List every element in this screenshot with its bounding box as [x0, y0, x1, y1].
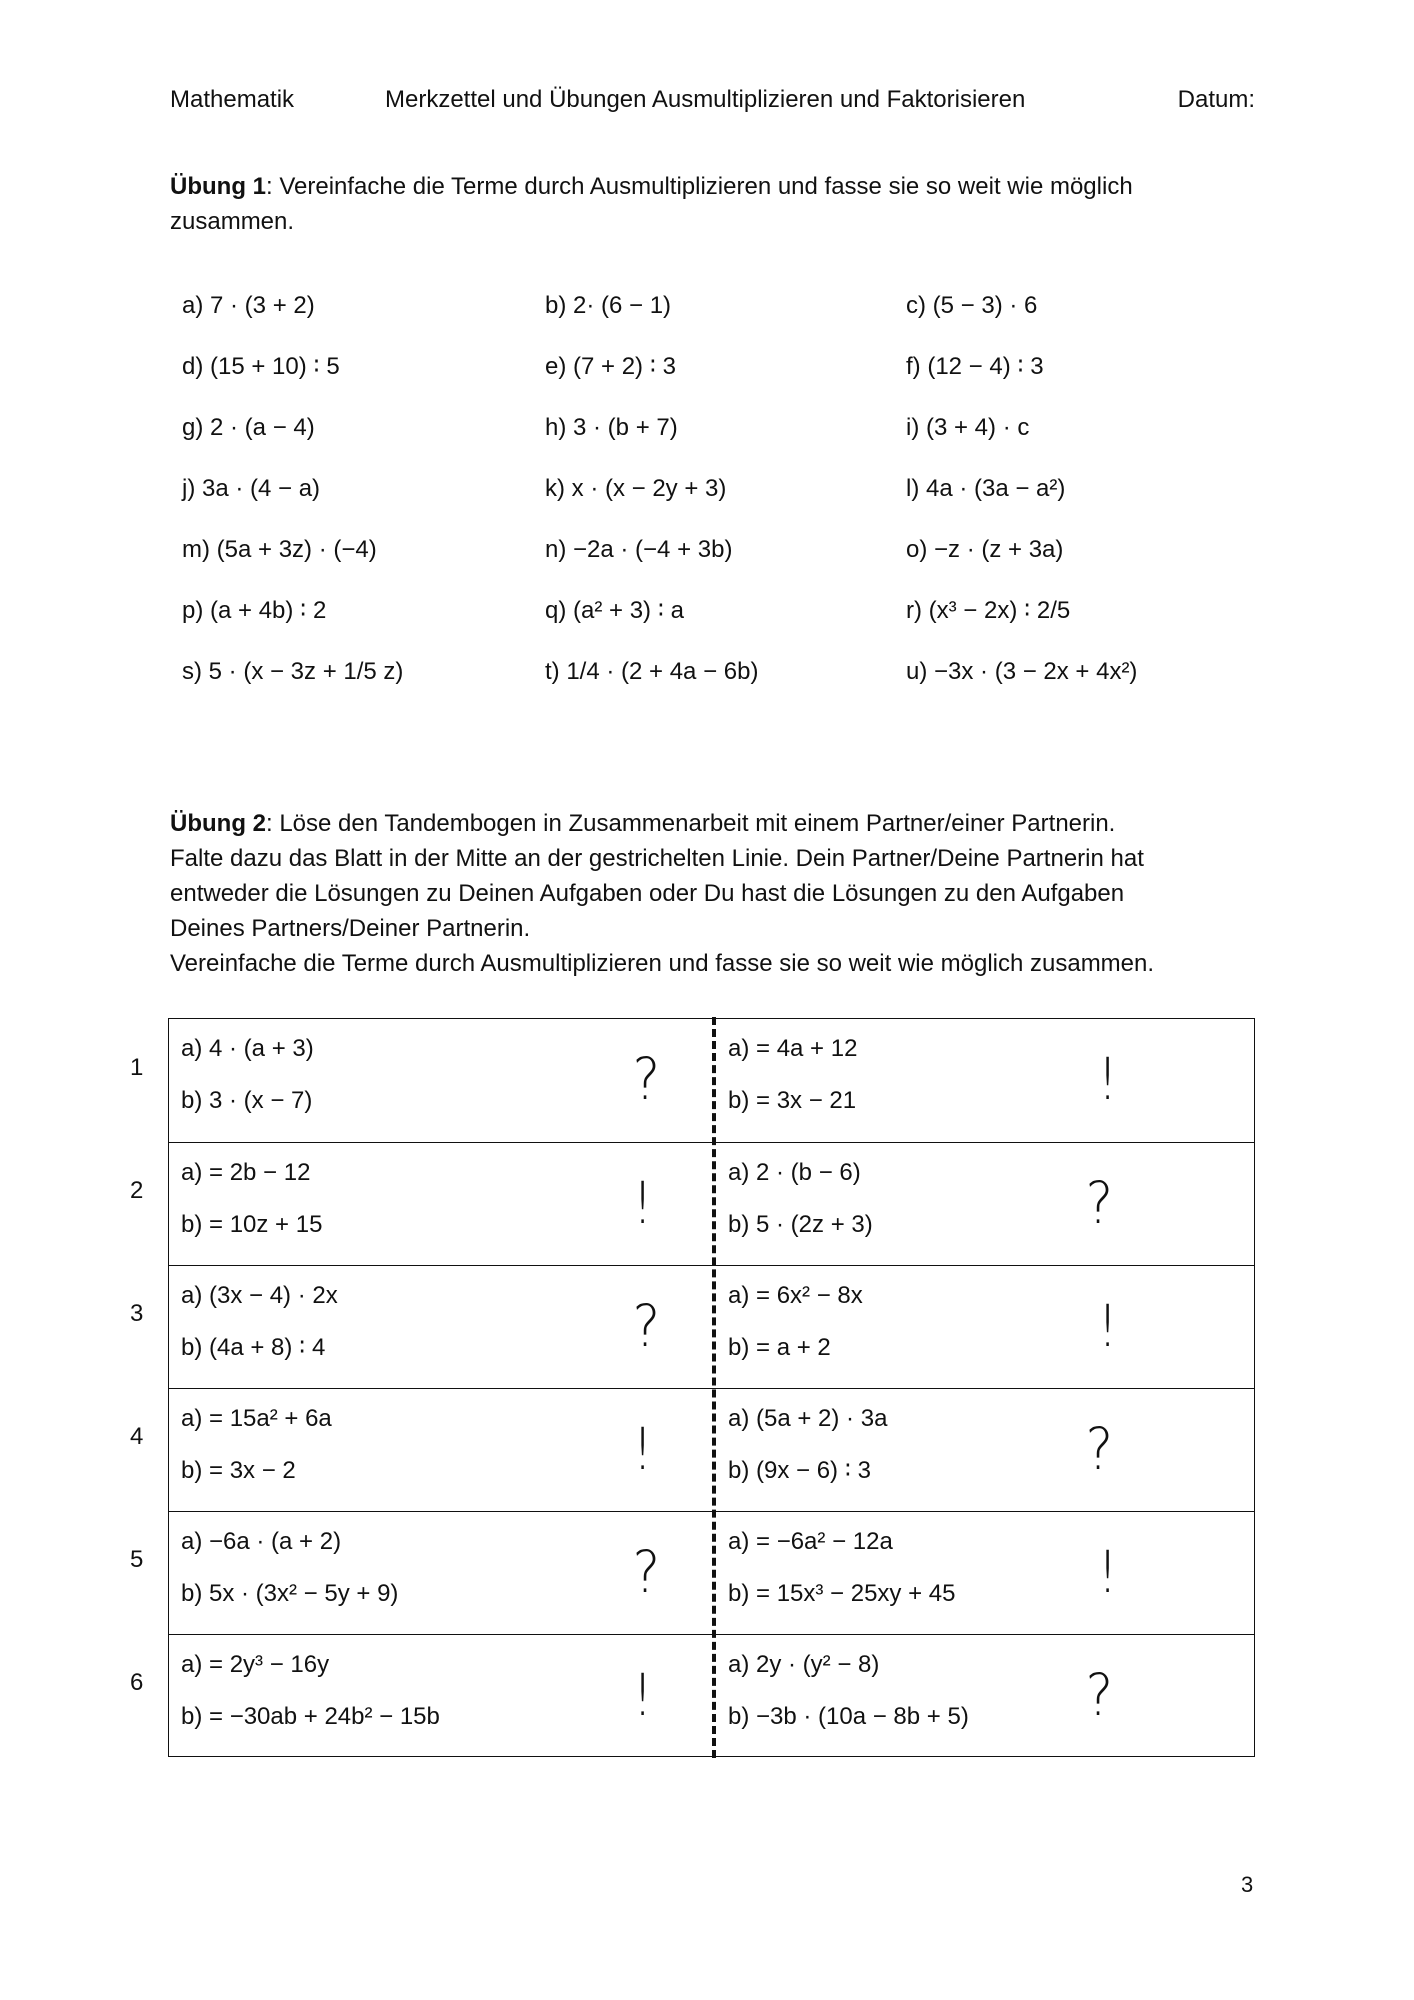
tandem-row [169, 1511, 1254, 1634]
tandem-row-number: 2 [130, 1177, 144, 1204]
tandem-task-a: a) = −6a² − 12a [728, 1528, 893, 1555]
exercise1-grid [182, 288, 1262, 715]
tandem-task-b: b) (4a + 8) ∶ 4 [181, 1334, 326, 1361]
subject-label: Mathematik [170, 86, 295, 113]
tandem-task-a: a) = 15a² + 6a [181, 1405, 332, 1432]
question-mark-icon: ? [1085, 1415, 1114, 1483]
tandem-row-number: 5 [130, 1546, 144, 1573]
tandem-task-b: b) = a + 2 [728, 1334, 831, 1361]
tandem-task-a: a) 2y · (y² − 8) [728, 1651, 880, 1678]
tandem-task-b: b) (9x − 6) ∶ 3 [728, 1457, 871, 1484]
page-number: 3 [1241, 1872, 1254, 1897]
exercise1-label: Übung 1 [170, 173, 266, 200]
exercise1-row [182, 349, 1262, 410]
tandem-task-a: a) (5a + 2) · 3a [728, 1405, 888, 1432]
exercise1-row [182, 288, 1262, 349]
exercise1-item: s) 5 · (x − 3z + 1/5 z) [182, 658, 404, 685]
tandem-row-number: 3 [130, 1300, 144, 1327]
tandem-cell-left [169, 1019, 712, 1142]
tandem-row [169, 1142, 1254, 1265]
exclamation-mark-icon: ! [1097, 1538, 1119, 1606]
question-mark-icon: ? [1085, 1169, 1114, 1237]
exclamation-mark-icon: ! [632, 1415, 654, 1483]
exercise2-line-3: Deines Partners/Deiner Partnerin. [170, 915, 531, 942]
tandem-task-a: a) = 2b − 12 [181, 1159, 311, 1186]
tandem-task-b: b) = 3x − 21 [728, 1087, 857, 1114]
tandem-cell-left [169, 1512, 712, 1635]
exercise1-item: p) (a + 4b) ∶ 2 [182, 597, 327, 624]
tandem-row [169, 1019, 1254, 1142]
exercise1-item: l) 4a · (3a − a²) [906, 475, 1066, 502]
exclamation-mark-icon: ! [1097, 1292, 1119, 1360]
exercise2-line-2: entweder die Lösungen zu Deinen Aufgaben oder Du hast die Lösungen zu den Aufgaben [170, 880, 1125, 907]
tandem-task-a: a) 2 · (b − 6) [728, 1159, 861, 1186]
exclamation-mark-icon: ! [632, 1661, 654, 1729]
tandem-cell-right [716, 1143, 1253, 1266]
exercise1-item: t) 1/4 · (2 + 4a − 6b) [545, 658, 759, 685]
exercise1-item: a) 7 · (3 + 2) [182, 292, 315, 319]
tandem-row-number: 1 [130, 1054, 144, 1081]
exercise2-line-4: Vereinfache die Terme durch Ausmultiplizieren und fasse sie so weit wie möglich zusammen. [170, 950, 1155, 977]
tandem-cell-left [169, 1635, 712, 1758]
tandem-task-b: b) 3 · (x − 7) [181, 1087, 313, 1114]
tandem-cell-left [169, 1389, 712, 1512]
tandem-task-b: b) 5x · (3x² − 5y + 9) [181, 1580, 399, 1607]
exercise1-item: f) (12 − 4) ∶ 3 [906, 353, 1044, 380]
tandem-task-a: a) = 6x² − 8x [728, 1282, 863, 1309]
exercise1-row [182, 410, 1262, 471]
exercise1-item: u) −3x · (3 − 2x + 4x²) [906, 658, 1138, 685]
exercise1-item: b) 2· (6 − 1) [545, 292, 672, 319]
exercise1-row [182, 532, 1262, 593]
exercise1-instruction [170, 169, 1255, 239]
tandem-row-number: 6 [130, 1669, 144, 1696]
question-mark-icon: ? [632, 1292, 661, 1360]
exercise1-row [182, 593, 1262, 654]
tandem-row [169, 1388, 1254, 1511]
tandem-row [169, 1265, 1254, 1388]
tandem-cell-right [716, 1389, 1253, 1512]
question-mark-icon: ? [632, 1538, 661, 1606]
exclamation-mark-icon: ! [632, 1169, 654, 1237]
tandem-task-b: b) 5 · (2z + 3) [728, 1211, 873, 1238]
exercise1-item: h) 3 · (b + 7) [545, 414, 678, 441]
exercise1-row [182, 471, 1262, 532]
tandem-cell-left [169, 1143, 712, 1266]
exercise1-item: j) 3a · (4 − a) [182, 475, 321, 502]
tandem-task-b: b) = 3x − 2 [181, 1457, 296, 1484]
exercise2-line-0: : Löse den Tandembogen in Zusammenarbeit mit einem Partner/einer Partnerin. [266, 810, 1116, 837]
exercise1-item: g) 2 · (a − 4) [182, 414, 315, 441]
exercise2-line-1: Falte dazu das Blatt in der Mitte an der gestrichelten Linie. Dein Partner/Deine Partnerin hat [170, 845, 1144, 872]
tandem-task-a: a) 4 · (a + 3) [181, 1035, 314, 1062]
exercise1-item: e) (7 + 2) ∶ 3 [545, 353, 676, 380]
exercise1-item: o) −z · (z + 3a) [906, 536, 1064, 563]
tandem-task-b: b) = 15x³ − 25xy + 45 [728, 1580, 956, 1607]
tandem-row [169, 1634, 1254, 1757]
exercise1-item: c) (5 − 3) · 6 [906, 292, 1038, 319]
tandem-task-a: a) (3x − 4) · 2x [181, 1282, 338, 1309]
tandem-cell-right [716, 1266, 1253, 1389]
worksheet-title: Merkzettel und Übungen Ausmultiplizieren und Faktorisieren [385, 86, 1026, 113]
tandem-task-b: b) −3b · (10a − 8b + 5) [728, 1703, 969, 1730]
exercise1-item: r) (x³ − 2x) ∶ 2/5 [906, 597, 1071, 624]
exercise1-item: q) (a² + 3) ∶ a [545, 597, 684, 624]
question-mark-icon: ? [632, 1045, 661, 1113]
tandem-cell-right [716, 1512, 1253, 1635]
tandem-task-a: a) = 4a + 12 [728, 1035, 858, 1062]
tandem-task-b: b) = 10z + 15 [181, 1211, 323, 1238]
tandem-cell-right [716, 1635, 1253, 1758]
exclamation-mark-icon: ! [1097, 1045, 1119, 1113]
exercise1-item: d) (15 + 10) ∶ 5 [182, 353, 340, 380]
exercise1-item: m) (5a + 3z) · (−4) [182, 536, 377, 563]
question-mark-icon: ? [1085, 1661, 1114, 1729]
tandem-task-a: a) −6a · (a + 2) [181, 1528, 342, 1555]
page-header [170, 86, 1255, 116]
tandem-task-a: a) = 2y³ − 16y [181, 1651, 330, 1678]
tandem-task-b: b) = −30ab + 24b² − 15b [181, 1703, 440, 1730]
exercise2-instruction [170, 806, 1255, 981]
exercise2-label: Übung 2 [170, 810, 266, 837]
exercise1-text: : Vereinfache die Terme durch Ausmultiplizieren und fasse sie so weit wie möglich zusammen. [170, 173, 1133, 235]
tandem-cell-left [169, 1266, 712, 1389]
tandem-row-number: 4 [130, 1423, 144, 1450]
tandem-cell-right [716, 1019, 1253, 1142]
date-label: Datum: [1177, 86, 1255, 113]
tandem-sheet [168, 1018, 1255, 1757]
exercise1-row [182, 654, 1262, 715]
exercise1-item: k) x · (x − 2y + 3) [545, 475, 727, 502]
exercise1-item: i) (3 + 4) · c [906, 414, 1030, 441]
exercise1-item: n) −2a · (−4 + 3b) [545, 536, 733, 563]
